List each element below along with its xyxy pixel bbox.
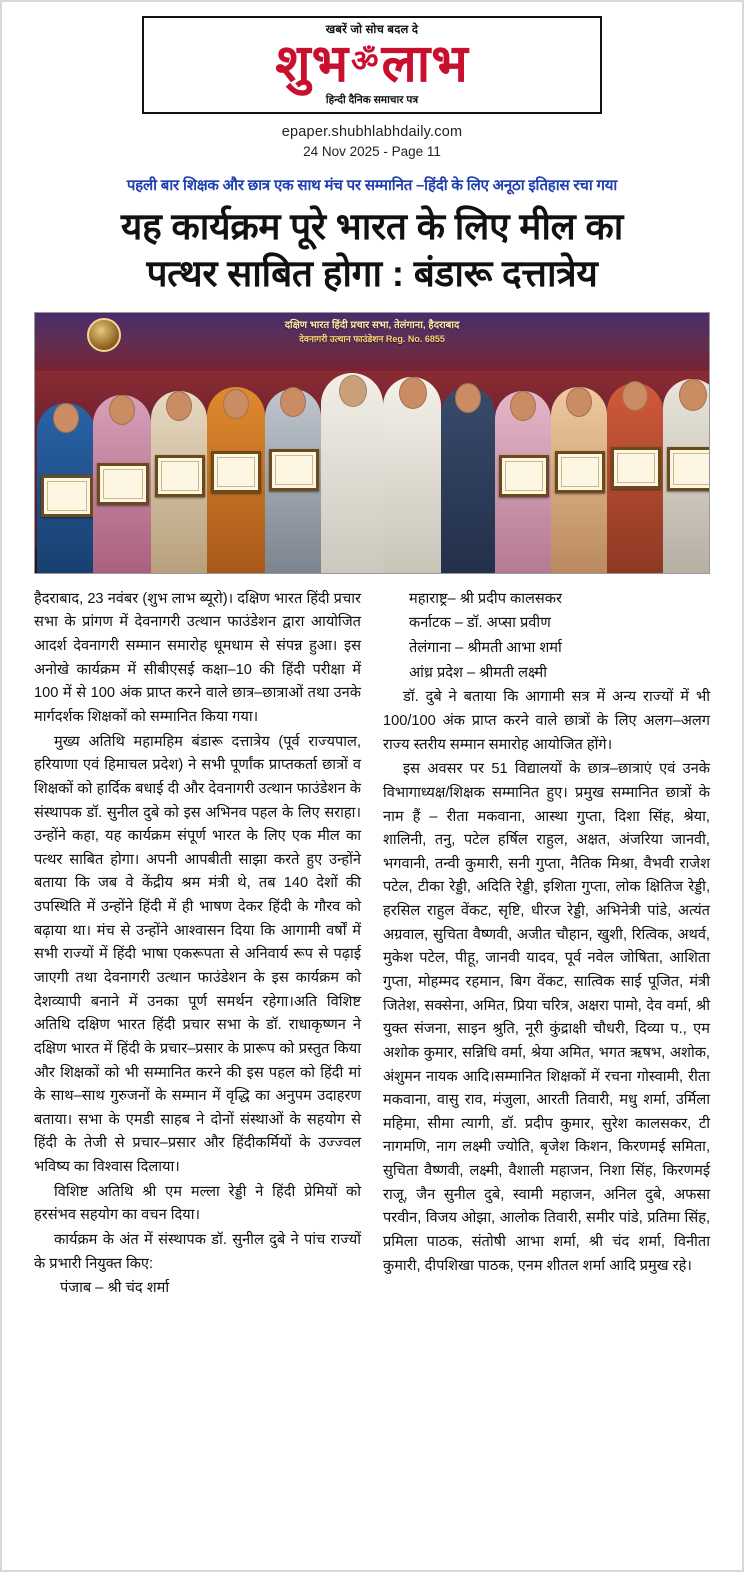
award-frame [667,447,710,491]
paragraph: डॉ. दुबे ने बताया कि आगामी सत्र में अन्य राज्यों में भी 100/100 अंक प्राप्त करने वाले छात्रों के लिए अलग–अलग राज्य स्तरीय सम्मान समारोह आयोजित होंगे। [383,689,710,753]
photo-banner-line-1: दक्षिण भारत हिंदी प्रचार सभा, तेलंगाना, हैदराबाद [284,319,460,331]
article-headline [16,203,728,298]
award-frame [269,449,319,491]
person-head [280,387,306,417]
masthead-title [150,35,594,93]
person-head [109,395,135,425]
award-frame [611,447,661,489]
award-frame [555,451,605,493]
headline-line-2: पत्थर साबित होगा : बंडारू दत्तात्रेय [146,253,598,295]
om-icon: ॐ [351,45,380,78]
masthead-title-right: लाभ [381,35,469,93]
state-incharge-item: महाराष्ट्र– श्री प्रदीप कालसकर [409,590,562,607]
photo-banner-text [35,319,709,347]
column-right [383,588,710,1302]
state-incharge-item: तेलंगाना – श्रीमती आभा शर्मा [409,640,562,657]
article-body [34,588,710,1302]
photo-crowd [35,351,709,573]
person-head [53,403,79,433]
person-head [339,375,367,407]
masthead [142,16,602,114]
award-frame [499,455,549,497]
person [441,387,495,573]
paragraph: विशिष्ट अतिथि श्री एम मल्ला रेड्डी ने हिंदी प्रेमियों को हरसंभव सहयोग का वचन दिया। [34,1183,361,1224]
award-frame [97,463,149,505]
award-frame [211,451,261,493]
award-frame [155,455,205,497]
person-head [166,391,192,421]
person-head [455,383,481,413]
paragraph: कार्यक्रम के अंत में संस्थापक डॉ. सुनील दुबे ने पांच राज्यों के प्रभारी नियुक्त किए: [34,1232,361,1272]
photo-banner-line-2: देवनागरी उत्थान फाउंडेशन Reg. No. 6855 [299,334,445,345]
award-frame [41,475,93,517]
paragraph: इस अवसर पर 51 विद्यालयों के छात्र–छात्राएं एवं उनके विभागाध्यक्ष/शिक्षक सम्मानित हुए। प्रमुख सम्मानित छात्रों के नाम हैं – रीता मकवाना, आस्था गुप्ता, दिशा सिंह, श्रेया, शालिनी, तनु, पटेल हर्षिल राहुल, अक्षत, अंजरिया जानवी, भगवानी, तन्वी कुमारी, सनी गुप्ता, नैतिक मिश्रा, वैभवी राजेश पटेल, टीका रेड्डी, अदिति रेड्डी, इशिता गुप्ता, लोक क्षितिज रेड्डी, हरसिल राहुल वेंकट, सृष्टि, धीरज रेड्डी, अभिनेत्री पांडे, अत्यंत अग्रवाल, सुचिता वैष्णवी, अजीत चौहान, खुशी, रित्विक, अथर्व, मुकेश पटेल, पीहू, जानवी यादव, पूर्व नवेल जोषिता, आशिता गुप्ता, मोहम्मद रहमान, बिग वेंकट, सात्विक साई पूजित, मंत्री जितेश, सक्सेना, अमित, प्रिया चरित्र, अक्षरा पामो, देव वर्मा, श्री युक्त संजना, साइन श्रुति, नूरी कुंद्राक्षी चौधरी, दिव्या प., एम अशोक कुमार, सन्निधि वर्मा, श्रेया अमित, भगत ऋषभ, अशोक, अंशुमन नायक आदि।सम्मानित शिक्षकों में रचना गोस्वामी, रीता मकवाना, वासु राव, मंजुला, आरती तिवारी, मधु शर्मा, उर्मिला महिमा, सीमा त्यागी, डॉ. प्रदीप कुमार, सुरेश कालसकर, टी नागमणि, नाग लक्ष्मी ज्योति, बृजेश किशन, किरणमई समिता, सुचिता वैष्णवी, लक्ष्मी, वैशाली महाजन, निशा सिंह, किरणमई राजू, जैन सुनील दुबे, स्वामी महाजन, अनिल दुबे, अफसा परवीन, विजय ओझा, आलोक तिवारी, समीर पांडे, प्रतिमा सिंह, प्रमिला पाठक, संतोषी आभा शर्मा, श्री चंद शर्मा, विनीता कुमारी, दीपशिखा पाठक, एनम शीतल शर्मा आदि प्रमुख रहे। [383,761,710,1274]
person-head [622,381,648,411]
state-incharge-item: पंजाब – श्री चंद शर्मा [60,1280,170,1297]
column-left [34,588,361,1302]
date-page-label: 24 Nov 2025 - Page 11 [303,144,441,160]
article-photo [34,312,710,574]
masthead-title-left: शुभ [275,35,350,93]
masthead-tagline: खबरें जो सोच बदल दे [325,24,419,36]
paragraph: हैदराबाद, 23 नवंबर (शुभ लाभ ब्यूरो)। दक्षिण भारत हिंदी प्रचार सभा के प्रांगण में देवनागरी उत्थान फाउंडेशन द्वारा आयोजित आदर्श देवनागरी सम्मान समारोह धूमधाम से संपन्न हुआ। इस अनोखे कार्यक्रम में सीबीएसई कक्षा–10 की हिंदी परीक्षा में 100 में से 100 अंक प्राप्त करने वाले छात्र–छात्राओं तथा उनके मार्गदर्शक शिक्षकों को सम्मानित किया गया। [34,590,361,725]
person-head [679,379,707,411]
person-head [399,377,427,409]
paragraph: मुख्य अतिथि महामहिम बंडारू दत्तात्रेय (पूर्व राज्यपाल, हरियाणा एवं हिमाचल प्रदेश) ने सभी पूर्णांक प्राप्तकर्ता छात्रों व शिक्षकों को हार्दिक बधाई दी और देवनागरी उत्थान फाउंडेशन के संस्थापक डॉ. सुनील दुबे को इस अभिनव पहल के लिए सराहा। उन्होंने कहा, यह कार्यक्रम संपूर्ण भारत के लिए एक मील का पत्थर साबित होगा। अपनी आपबीती साझा करते हुए उन्होंने बताया कि जब वे केंद्रीय श्रम मंत्री थे, तब 140 देशों की उपस्थिति में उन्होंने हिंदी में ही भाषण देकर हिंदी के गौरव को बढ़ाया था। मंच से उन्होंने आश्वासन दिया कि आगामी वर्षों में सभी राज्यों में हिंदी भाषा एकरूपता से अनिवार्य रूप से पढ़ाई जाएगी तथा देवनागरी उत्थान फाउंडेशन के इस कार्यक्रम को देशव्यापी बनाने में उनका पूर्ण समर्थन रहेगा।अति विशिष्ट अतिथि दक्षिण भारत हिंदी प्रचार सभा के डॉ. राधाकृष्णन ने दक्षिण भारत में हिंदी के प्रचार–प्रसार के प्रारूप को प्रस्तुत किया और शिक्षकों को भी सम्मानित करने की इस पहल को हिंदी मां के साथ–साथ गुरुजनों के सम्मान में वृद्धि का अनुपम उदाहरण बताया। सभा के एमडी साहब ने दोनों संस्थाओं के सहयोग से हिंदी के तेजी से प्रचार–प्रसार और हिंदीकर्मियों के उज्ज्वल भविष्य का विश्वास दिलाया। [34,733,361,1176]
site-url: epaper.shubhlabhdaily.com [281,124,463,141]
person-head [566,387,592,417]
person-head [510,391,536,421]
headline-line-1: यह कार्यक्रम पूरे भारत के लिए मील का [120,206,624,248]
state-incharge-item: कर्नाटक – डॉ. अप्सा प्रवीण [409,615,551,632]
masthead-subtitle: हिन्दी दैनिक समाचार पत्र [325,94,419,107]
state-incharge-item: आंध्र प्रदेश – श्रीमती लक्ष्मी [409,664,548,681]
person-head [223,389,249,419]
article-kicker: पहली बार शिक्षक और छात्र एक साथ मंच पर सम्मानित –हिंदी के लिए अनूठा इतिहास रचा गया [126,177,618,195]
